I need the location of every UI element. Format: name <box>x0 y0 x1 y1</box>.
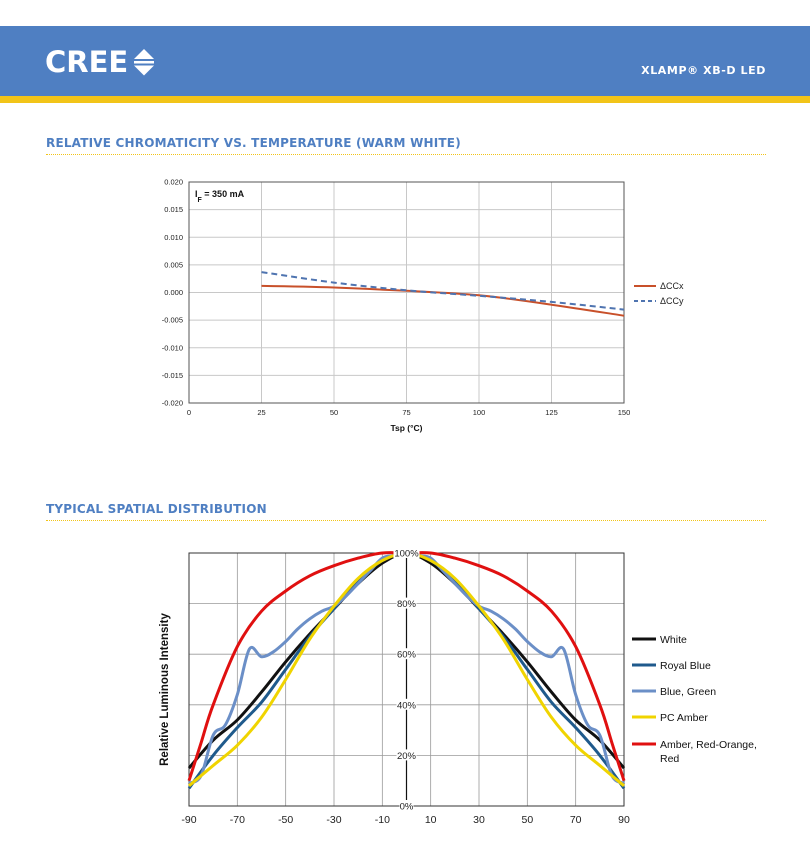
x-tick-label: 150 <box>617 408 631 417</box>
legend-label: ΔCCy <box>660 296 684 306</box>
y-tick-label: 0% <box>399 801 414 813</box>
legend-label: Blue, Green <box>660 686 717 698</box>
x-tick-label: 30 <box>473 814 485 826</box>
x-tick-label: 10 <box>424 814 437 826</box>
x-tick-label: -30 <box>326 814 342 826</box>
x-tick-label: -70 <box>229 814 245 826</box>
product-name: XLAMP® XB-D LED <box>641 64 766 77</box>
x-tick-label: 70 <box>569 814 582 826</box>
section-title-spatial: TYPICAL SPATIAL DISTRIBUTION <box>46 502 267 516</box>
section-divider <box>46 520 766 521</box>
y-axis-label: Relative Luminous Intensity <box>159 613 171 766</box>
x-tick-label: -50 <box>278 814 294 826</box>
section-title-chromaticity: RELATIVE CHROMATICITY VS. TEMPERATURE (WARM WHITE) <box>46 136 461 150</box>
y-tick-label: 0.015 <box>164 205 183 215</box>
y-tick-label: 0.000 <box>164 288 183 297</box>
y-tick-label: 80% <box>396 599 417 611</box>
current-annotation: $I_F = 350$ mA <box>195 189 245 204</box>
x-tick-label: 25 <box>257 408 266 417</box>
section-divider <box>46 154 766 155</box>
y-tick-label: 20% <box>396 750 417 762</box>
x-tick-label: 50 <box>329 408 339 417</box>
cree-logo <box>45 44 156 80</box>
x-tick-label: 50 <box>521 814 534 826</box>
legend-label: PC Amber <box>660 712 708 724</box>
y-tick-label: -0.010 <box>161 343 183 353</box>
legend-label: Amber, Red-Orange, Red <box>660 739 757 765</box>
x-tick-label: -10 <box>374 814 390 826</box>
logo-text: CREE <box>45 45 129 79</box>
chromaticity-chart <box>0 160 810 450</box>
x-tick-label: 0 <box>186 408 192 417</box>
x-tick-label: 125 <box>545 408 558 417</box>
y-tick-label: 60% <box>396 649 417 661</box>
header-stripe <box>0 96 810 103</box>
cree-logo-mark-icon <box>132 47 156 77</box>
spatial-distribution-chart <box>0 530 810 855</box>
legend-label: ΔCCx <box>660 281 684 291</box>
legend-label: White <box>660 634 687 646</box>
y-tick-label: 0.020 <box>164 177 183 187</box>
x-tick-label: 90 <box>618 814 630 826</box>
y-tick-label: -0.015 <box>161 370 183 380</box>
x-tick-label: 100 <box>472 408 486 417</box>
y-tick-label: 100% <box>394 548 419 560</box>
y-tick-label: 0.010 <box>164 232 183 242</box>
y-tick-label: 40% <box>396 700 417 712</box>
y-tick-label: 0.005 <box>164 260 183 270</box>
legend-label: Royal Blue <box>660 660 711 672</box>
y-tick-label: -0.005 <box>161 315 183 325</box>
x-tick-label: -90 <box>181 814 197 826</box>
x-tick-label: 75 <box>402 408 411 417</box>
y-tick-label: -0.020 <box>161 398 183 408</box>
x-axis-label: Tsp (°C) <box>390 423 423 433</box>
